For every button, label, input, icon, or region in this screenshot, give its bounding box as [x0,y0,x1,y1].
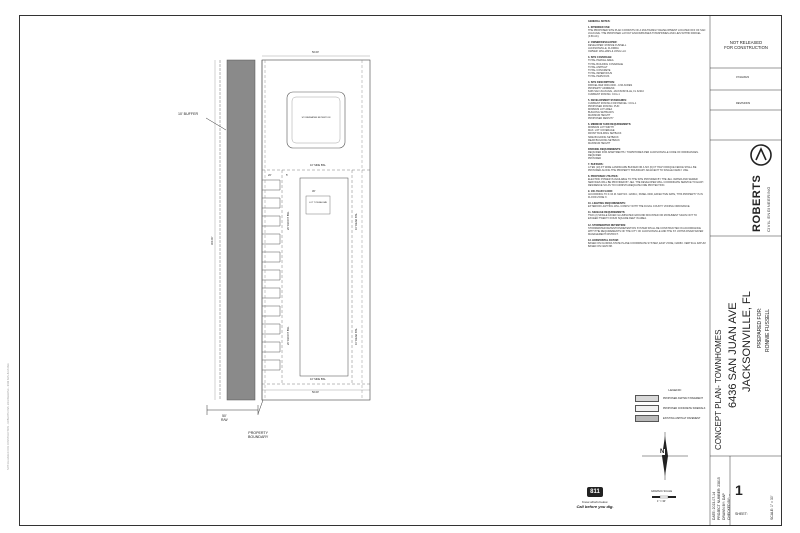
not-released-stamp [712,40,780,50]
sheet-number: 1 [735,482,743,498]
not-released-a: NOT RELEASED [729,40,763,45]
rear-bsl-bottom-label: 10' REAR BSL [355,328,358,345]
legend-label: EXISTING ASPHALT PAVEMENT [663,417,701,420]
note-text: STORMWATER RETENTION/DETENTION SYSTEM SHALL BE CONSTRUCTED IN ACCORDANCE WITH THE REQUIREMENTS OF THE CITY OF JACKSONVILLE AND THE ST. JOHNS RIVER WATER MANAGEMENT DISTRICT. [588,226,704,236]
boundary-label-b: BOUNDARY [248,434,269,439]
note-text: EXTERIOR LIGHTING WILL COMPLY WITH THE DUVAL COUNTY ZONING ORDINANCE. [588,205,691,209]
general-notes [588,20,706,440]
dim-lot3-label: 30' [312,190,316,193]
note-title: 12. STORMWATER RETENTION: [588,223,626,227]
dim-top-label: 50.00' [312,51,319,54]
scale-text: 1" = 30' [657,500,666,503]
dim-lot-label: 20' [268,174,272,177]
note-title: 1. INTENDED USE: [588,26,611,30]
legend-swatch [635,405,659,412]
prepared-for-label: PREPARED FOR: [757,307,763,348]
front-bsl-top-label: 20' FRONT BSL [287,211,290,230]
note-title: 13. HORIZONTAL DATUM: [588,238,619,242]
stormwater-label: STORMWATER RETENTION [301,117,331,119]
boundary-leader [258,400,263,414]
project-number-field: PROJECT NUMBER: 23815 [717,477,721,520]
note-title: 8. PROPOSED UTILITIES: [588,174,619,178]
note-text: REQUIRED FOR APARTMENTS / TOWNHOMES PER JACKSONVILLE CODE OF ORDINANCES. REQUIRED PROVIDED [588,150,699,160]
buffer-label: 10' BUFFER [178,112,199,116]
side-stamp: NOT RELEASED FOR CONSTRUCTION - ROBERTS CIVIL ENGINEERING - 6436 SAN JUAN AVE [7,363,10,470]
dim-lot2-label: 5' [286,174,288,177]
drawn-by-field: DRAWN BY: DAP [722,493,726,520]
legend-rows [635,395,715,422]
boundary-label-a: PROPERTY [248,431,269,435]
legend-label: PROPOSED ASPHALT PAVEMENT [663,397,703,400]
front-bsl-bottom-label: 20' FRONT BSL [287,326,290,345]
checked-by-field: CHECKED BY: -- [727,494,731,520]
note-title: 9. 100-YEAR FLOOD: [588,190,614,194]
row-label-a: 50' [222,414,227,418]
scale-label: GRAPHIC SCALE [651,490,673,493]
note-text: A TEN (10) FT WIDE LANDSCAPE BUFFER OR A SIX (6) FT HIGH OPAQUE FENCE SHALL BE PROVIDED ALONG THE PROPERTY BOUNDARY ADJACENT TO SINGLE FAMILY USE. [588,165,697,172]
notes-header: GENERAL NOTES: [588,20,611,23]
badge-line1: Know what's below. [581,500,609,504]
note-title: 6. MINIMUM YARD REQUIREMENTS: [588,123,632,127]
note-text: PARCEL RE# 0000-0000 - 0.66 ACRES PROPERTY ADDRESS: 6436 SAN JUAN AVE, JACKSONVILLE, FL 32210 CURRENT ZONING: CCG-1 [588,83,644,96]
rear-bsl-top-label: 10' REAR BSL [355,213,358,230]
note-title: 7. BUFFERS: [588,162,604,166]
legend-label: PROPOSED CONCRETE SIDEWALK [663,407,706,410]
note-title: 5. DEVELOPMENT STANDARDS: [588,98,627,102]
buffer-leader [206,118,226,130]
lot-label: LOT TOWNHOME [309,202,327,204]
date-field: DATE: 2023-07-14 [712,491,716,520]
note-text: CURRENT ZONING FOR PARCEL: CCG-1 PROPOSED ZONING: PUD MINIMUM LOT AREA BUILDING SETBACKS MAXIMUM HEIGHT PROPOSED DENSITY [588,102,637,121]
property-boundary-label [248,432,268,439]
address-line-2: JACKSONVILLE, FL [741,291,753,392]
note-title: 3. SITE COVERAGE: [588,56,613,60]
legend-swatch [635,395,659,402]
roberts-logo-icon [750,144,772,166]
note-text: ACCORDING TO F.I.R.M. MAP NO. 12031C, PANEL 0000, EFFECTIVE DATE, THIS PROPERTY IS IN FLOOD ZONE X. [588,193,703,200]
townhome-building [300,178,348,376]
bottom-side-bsl-label: 10' SIDE BSL [310,378,326,381]
notes-list [588,26,706,248]
note-text: ELECTRIC POWER IS AVAILABLE TO THE SITE PROVIDED BY THE JEA. WATER AND SEWER SERVICES WILL BE PROVIDED BY JEA. THE DEVELOPER WILL COORDINATE SERVICE TO EACH RESIDENCE SO AS TO FURNISH ADEQUATE FIRE PROTECTION. [588,178,704,188]
top-side-bsl-label: 10' SIDE BSL [310,164,326,167]
note-text: TOTAL PARCEL AREA TOTAL BUILDING COVERAGE TOTAL ASPHALT TOTAL CONCRETE TOTAL IMPERVIOUS TOTAL PERVIOUS [588,59,624,78]
legend-row [635,415,715,422]
badge-811: 811 [587,487,603,497]
note-title: 4. SITE DESCRIPTION: [588,80,615,84]
revisions-label: REVISIONS [736,102,751,105]
note-title: PARKING REQUIREMENTS: [588,147,622,151]
parking-stalls [262,180,280,370]
sheet-label: SHEET: [735,512,748,516]
call-811-badge [575,480,615,509]
address-line-1: 6436 SAN JUAN AVE [727,302,739,408]
note-title: 2. OWNER/DEVELOPER: [588,41,618,45]
not-released-b: FOR CONSTRUCTION [724,45,768,51]
north-letter: N [660,449,665,455]
legend-row [635,395,715,402]
sheet-title: CONCEPT PLAN- TOWNHOMES [714,329,723,450]
company-name: ROBERTS [751,174,763,232]
legend-swatch [635,415,659,422]
client-name: RONNIE FUSSELL [765,308,771,352]
row-label [221,415,228,422]
legend-row [635,405,715,412]
scale-field: SCALE: 1" = 30' [770,495,774,520]
note-text: DEVELOPER: RONNIE FUSSELL JACKSONVILLE, FLORIDA OWNER: WILLIAMS & JONG LLC [588,44,627,54]
roadway-strip [227,60,255,400]
note-text: TWO (2) SINGLE FACED ILLUMINATED GROUND MOUNTED OR MONUMENT SIGNS NOT TO EXCEED TWENTY-FOUR SQUARE FEET IN AREA. [588,214,697,221]
badge-line2: Call before you dig. [576,504,614,509]
legend-title: LEGEND: [668,388,682,392]
row-label-b: R/W [221,417,228,422]
dim-bottom-label: 50.00' [312,391,319,394]
note-text: MINIMUM LOT WIDTH MAX. LOT COVERAGE FRONT BUILDING SETBACK SIDE BUILDING SETBACK REAR BUILDING SETBACK MAXIMUM HEIGHT [588,126,622,145]
note-text: THE PROPOSED SITE PLAN CONSISTS OF A MULTIFAMILY DEVELOPMENT LOCATED OFF OF SAN JUAN AVE. THE PROPOSED LAYOUT ENCOMPASSES TOWNHOMES AND LIES WITHIN PARCEL (0.66 AC). [588,29,706,39]
graphic-scale [652,496,676,498]
note-title: 11. SIGNAGE REQUIREMENTS: [588,211,626,215]
dim-left-label: 300.00' [211,236,214,245]
legend [635,388,715,425]
note-title: 10. LIGHTING REQUIREMENTS: [588,202,626,206]
company-sub: CIVIL ENGINEERING [766,186,771,232]
release-date: 07/14/2023 [736,76,749,79]
note-text: BASED ON FLORIDA STATE PLANE COORDINATE SYSTEM, EAST ZONE, NAD83. VERTICAL DATUM BASED ON NAVD 88. [588,241,706,248]
